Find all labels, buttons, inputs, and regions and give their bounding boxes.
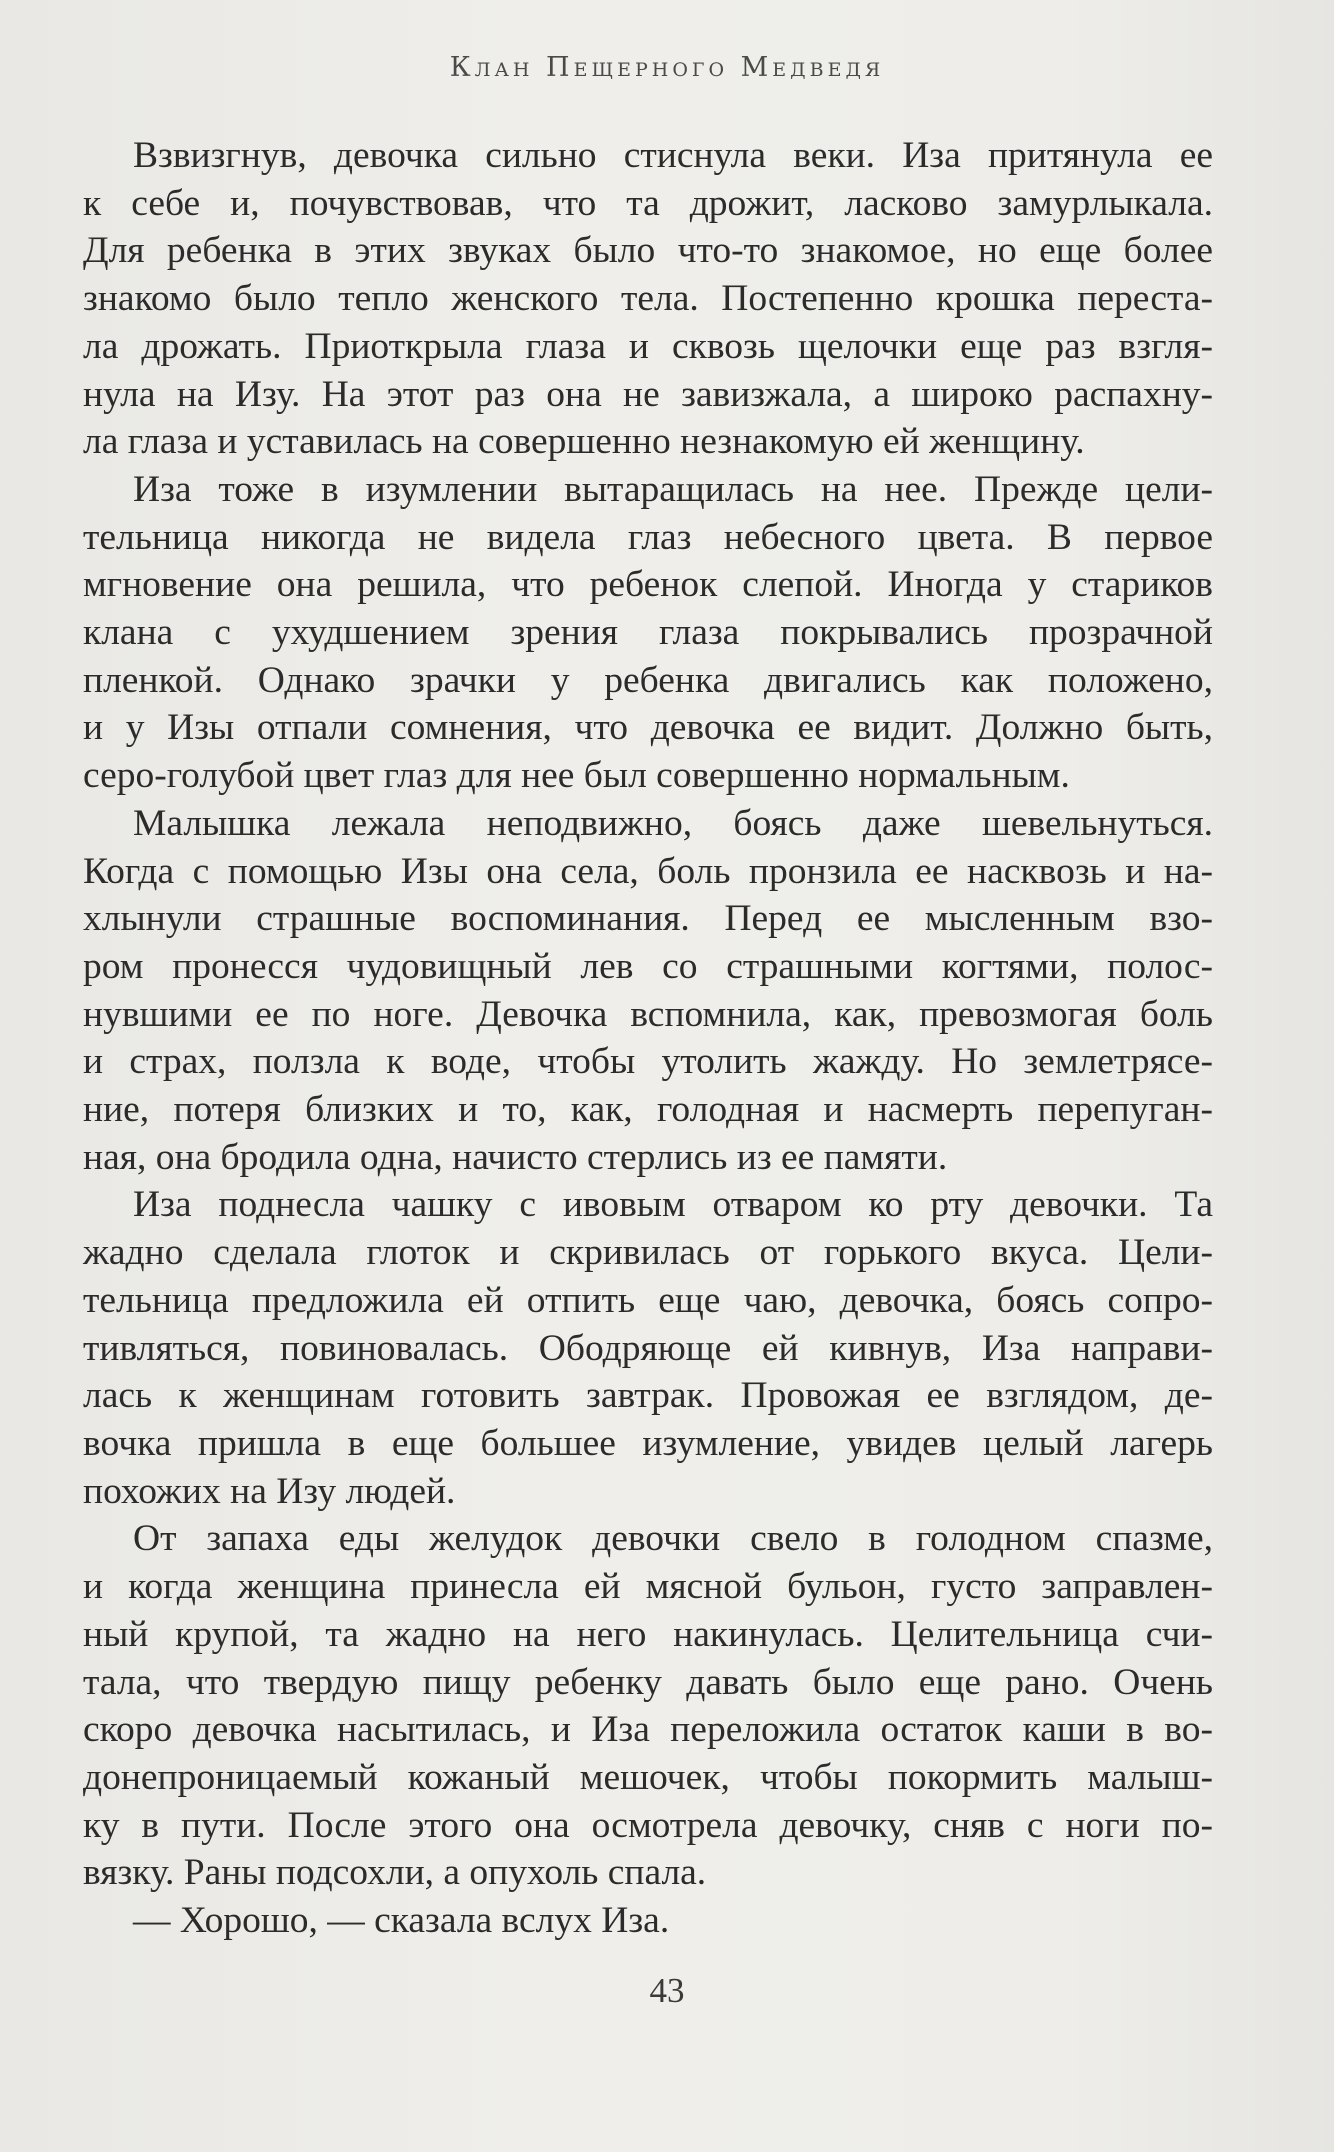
text-line: и у Изы отпали сомнения, что девочка ее видит. Должно быть, [83, 707, 1213, 749]
text-line: ный крупой, та жадно на него накинулась. Целительница счи- [83, 1613, 1213, 1655]
text-line: Взвизгнув, девочка сильно стиснула веки. Иза притянула ее [133, 135, 1213, 176]
text-line: к себе и, почувствовав, что та дрожит, ласково замурлыкала. [83, 182, 1213, 224]
text-line: ку в пути. После этого она осмотрела девочку, сняв с ноги по- [83, 1804, 1213, 1846]
text-line: тельница никогда не видела глаз небесного цвета. В первое [83, 516, 1213, 558]
text-line: клана с ухудшением зрения глаза покрывались прозрачной [83, 612, 1213, 654]
text-line: похожих на Изу людей. [83, 1470, 456, 1512]
text-line: тивляться, повиновалась. Ободряюще ей кивнув, Иза направи- [83, 1327, 1213, 1369]
text-line: вязку. Раны подсохли, а опухоль спала. [83, 1852, 707, 1894]
paragraph [83, 466, 1213, 800]
running-head: Клан Пещерного Медведя [449, 52, 885, 83]
text-line: тельница предложила ей отпить еще чаю, девочка, боясь сопро- [83, 1279, 1213, 1321]
text-line: мгновение она решила, что ребенок слепой. Иногда у стариков [83, 564, 1213, 606]
paragraph [83, 132, 1213, 466]
text-line: Иза поднесла чашку с ивовым отваром ко рту девочки. Та [133, 1184, 1213, 1226]
text-line: серо-голубой цвет глаз для нее был совершенно нормальным. [83, 755, 1070, 797]
text-line: От запаха еды желудок девочки свело в голодном спазме, [133, 1518, 1213, 1560]
text-line: ром пронесся чудовищный лев со страшными когтями, полос- [83, 945, 1213, 987]
text-line: нула на Изу. На этот раз она не завизжала, а широко распахну- [83, 373, 1213, 415]
text-line: ла дрожать. Приоткрыла глаза и сквозь щелочки еще раз взгля- [83, 325, 1213, 367]
page-number: 43 [649, 1971, 685, 2010]
text-line: Иза тоже в изумлении вытаращилась на нее. Прежде цели- [133, 468, 1213, 510]
text-line: ние, потеря близких и то, как, голодная и насмерть перепуган- [83, 1089, 1213, 1131]
text-line: скоро девочка насытилась, и Иза переложила остаток каши в во- [83, 1709, 1213, 1751]
text-line: хлынули страшные воспоминания. Перед ее мысленным взо- [83, 898, 1213, 940]
text-line: — Хорошо, — сказала вслух Иза. [133, 1900, 670, 1942]
text-line: ная, она бродила одна, начисто стерлись из ее памяти. [83, 1136, 948, 1178]
paragraph [83, 1181, 1213, 1515]
text-line: и страх, ползла к воде, чтобы утолить жажду. Но землетрясе- [83, 1041, 1213, 1083]
paragraph [83, 800, 1213, 1182]
text-line: донепроницаемый кожаный мешочек, чтобы покормить малыш- [83, 1756, 1213, 1798]
text-line: Для ребенка в этих звуках было что-то знакомое, но еще более [83, 230, 1213, 272]
text-line: вочка пришла в еще большее изумление, увидев целый лагерь [83, 1422, 1213, 1464]
text-line: нувшими ее по ноге. Девочка вспомнила, как, превозмогая боль [83, 993, 1213, 1035]
text-line: знакомо было тепло женского тела. Постепенно крошка переста- [83, 278, 1213, 320]
paragraph [83, 1515, 1213, 1897]
body-text [83, 132, 1213, 1945]
text-line: Когда с помощью Изы она села, боль пронзила ее насквозь и на- [83, 850, 1213, 892]
text-line: ла глаза и уставилась на совершенно незнакомую ей женщину. [83, 421, 1085, 463]
text-line: Малышка лежала неподвижно, боясь даже шевельнуться. [133, 802, 1213, 844]
text-line: и когда женщина принесла ей мясной бульон, густо заправлен- [83, 1566, 1213, 1608]
text-line: тала, что твердую пищу ребенку давать было еще рано. Очень [83, 1661, 1213, 1703]
text-line: лась к женщинам готовить завтрак. Провожая ее взглядом, де- [83, 1375, 1213, 1417]
text-line: пленкой. Однако зрачки у ребенка двигались как положено, [83, 659, 1213, 701]
paragraph [83, 1897, 1213, 1945]
text-line: жадно сделала глоток и скривилась от горького вкуса. Цели- [83, 1232, 1213, 1274]
